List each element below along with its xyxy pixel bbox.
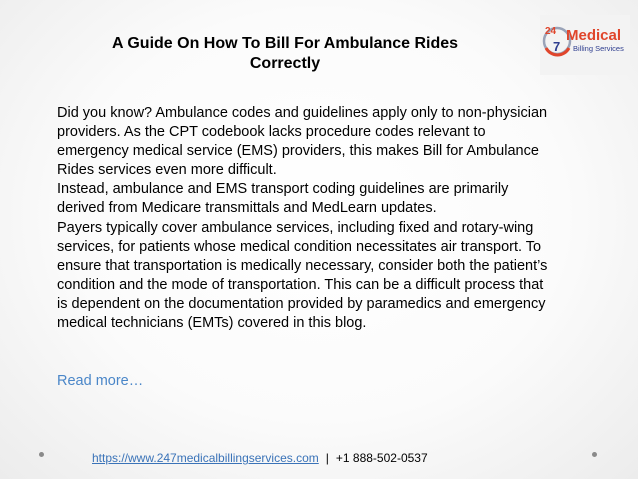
paragraph: Instead, ambulance and EMS transport coding guidelines are primarily derived from Medicare transmittals and MedLearn updates.: [57, 181, 509, 217]
logo-tagline: Billing Services: [573, 44, 624, 53]
title-line-2: Correctly: [249, 55, 321, 72]
company-logo: [540, 15, 630, 75]
paragraph: Payers typically cover ambulance services, including fixed and rotary-wing services, for patients whose medical condition necessitates air transport. To ensure that transportation is medically necessary, consider both the patient’s condition and the mode of transportation. This can be a difficult process that is dependent on the documentation provided by paramedics and emergency medical technicians (EMTs) covered in this blog.: [57, 219, 548, 332]
title-line-1: A Guide On How To Bill For Ambulance Rides: [111, 35, 459, 52]
decorative-dot: [39, 452, 44, 457]
logo-word: Medical: [566, 27, 622, 44]
footer: [92, 451, 428, 465]
footer-separator: |: [325, 451, 329, 465]
article-body: [57, 104, 557, 333]
website-link[interactable]: https://www.247medicalbillingservices.com: [92, 451, 319, 465]
read-more-link[interactable]: Read more…: [57, 373, 144, 389]
page-title: [80, 34, 490, 74]
phone-number: +1 888-502-0537: [335, 451, 428, 465]
paragraph: Did you know? Ambulance codes and guidelines apply only to non-physician providers. As the CPT codebook lacks procedure codes relevant to emergency medical service (EMS) providers, this makes Bill for Ambulance Rides services even more difficult.: [57, 105, 548, 179]
decorative-dot: [592, 452, 597, 457]
logo-number-2: 7: [553, 39, 561, 54]
logo-number: 24: [545, 26, 557, 37]
